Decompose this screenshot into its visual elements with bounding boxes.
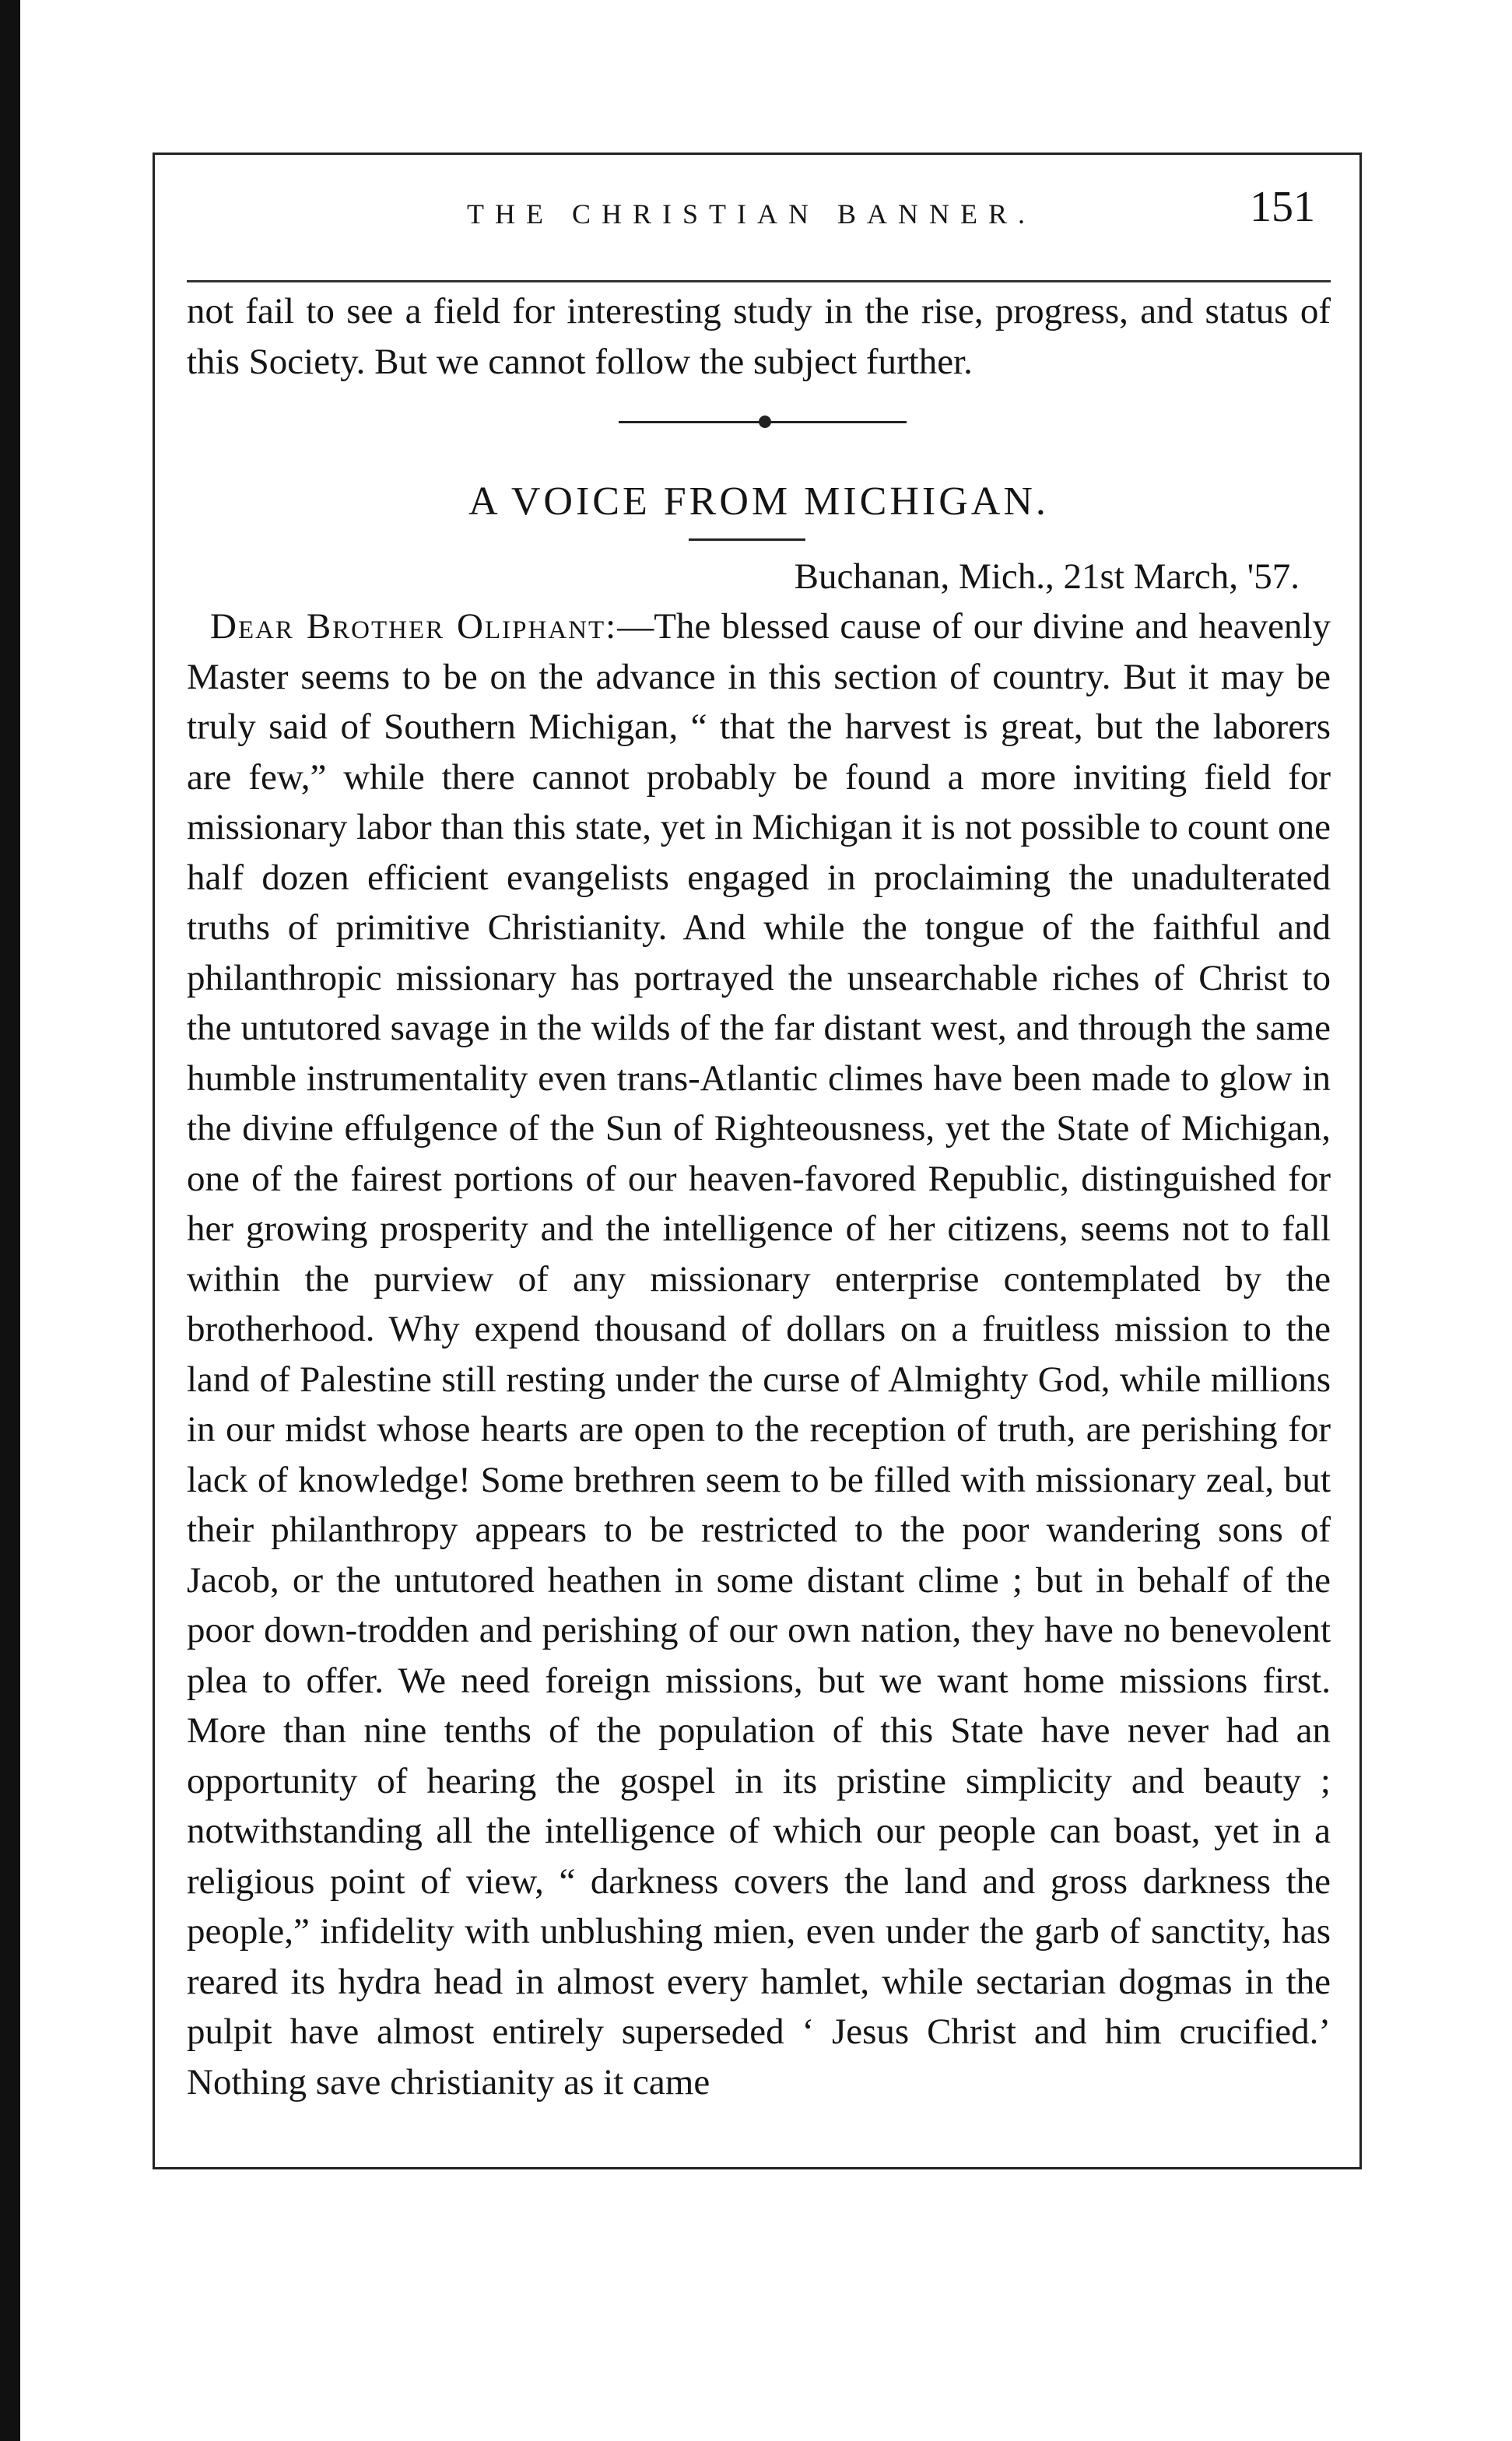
article-body [187, 601, 1331, 2107]
running-head: THE CHRISTIAN BANNER. [467, 198, 1036, 230]
article-body-text: —The blessed cause of our divine and heavenly Master seems to be on the advance in this section of country. But it may be truly said of Southern Michigan, “ that the harvest is great, but the laborers are few,” while there cannot probably be found a more inviting field for missionary labor than this state, yet in Michigan it is not possible to count one half dozen efficient evangelists engaged in proclaiming the unadulterated truths of primitive Christianity. And while the tongue of the faithful and philanthropic missionary has portrayed the unsearchable riches of Christ to the untutored savage in the wilds of the far distant west, and through the same humble instrumentality even trans-Atlantic climes have been made to glow in the divine effulgence of the Sun of Righteousness, yet the State of Michigan, one of the fairest portions of our heaven-favored Republic, distinguished for her growing prosperity and the intelligence of her citizens, seems not to fall within the purview of any missionary enterprise contemplated by the brotherhood. Why expend thousand of dollars on a fruitless mission to the land of Palestine still resting under the curse of Almighty God, while millions in our midst whose hearts are open to the reception of truth, are perishing for lack of knowledge! Some brethren seem to be filled with missionary zeal, but their philanthropy appears to be restricted to the poor wandering sons of Jacob, or the untutored heathen in some distant clime ; but in behalf of the poor down-trodden and perishing of our own nation, they have no benevolent plea to offer. We need foreign missions, but we want home missions first. More than nine tenths of the population of this State have never had an opportunity of hearing the gospel in its pristine simplicity and beauty ; notwithstanding all the intelligence of which our people can boast, yet in a religious point of view, “ darkness covers the land and gross darkness the people,” infidelity with unblushing mien, even under the garb of sanctity, has reared its hydra head in almost every hamlet, while sectarian dogmas in the pulpit have almost entirely superseded ‘ Jesus Christ and him crucified.’ Nothing save christianity as it came [187, 606, 1331, 2103]
scan-edge [0, 0, 20, 2441]
page-header [187, 176, 1331, 246]
intro-paragraph: not fail to see a field for interesting study in the rise, progress, and status of this Society. But we cannot follow the subject further. [187, 291, 1331, 382]
header-rule [187, 280, 1331, 282]
article-title: A VOICE FROM MICHIGAN. [468, 479, 1049, 524]
title-rule [689, 538, 805, 541]
page-number: 151 [1250, 183, 1315, 231]
article-dateline: Buchanan, Mich., 21st March, '57. [794, 556, 1300, 597]
article-salutation: Dear Brother Oliphant: [210, 606, 618, 647]
page-body [187, 286, 1331, 2107]
section-separator [187, 387, 1331, 449]
separator-ornament [759, 416, 771, 428]
